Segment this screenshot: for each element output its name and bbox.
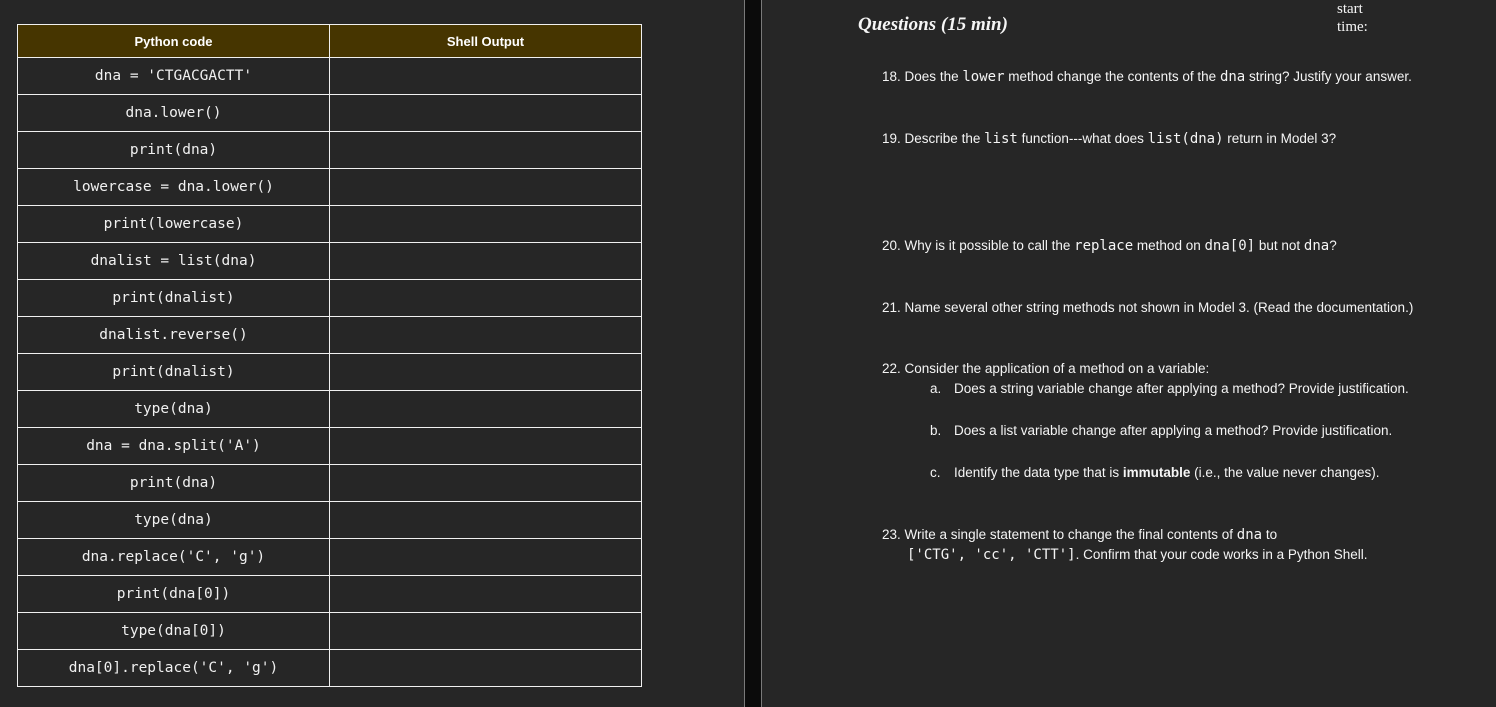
code-cell: print(lowercase) <box>18 206 330 243</box>
table-row <box>18 206 642 243</box>
inline-code: list <box>984 131 1018 147</box>
python-code-table <box>17 24 642 687</box>
question-text: but not <box>1258 238 1301 253</box>
question-22a <box>930 381 1409 396</box>
code-cell: print(dnalist) <box>18 280 330 317</box>
questions-title: Questions (15 min) <box>858 14 1008 35</box>
output-cell[interactable] <box>330 95 642 132</box>
question-number: 21. <box>882 300 901 315</box>
table-row <box>18 465 642 502</box>
table-row <box>18 354 642 391</box>
header-python-code: Python code <box>18 25 330 58</box>
question-text: Does a string variable change after applying a method? Provide justification. <box>954 381 1409 396</box>
question-text: function---what does <box>1021 131 1144 146</box>
inline-code: replace <box>1074 238 1134 254</box>
question-number: 23. <box>882 527 901 542</box>
table-row <box>18 428 642 465</box>
code-cell: print(dnalist) <box>18 354 330 391</box>
question-19 <box>882 131 1336 147</box>
question-text: Describe the <box>904 131 981 146</box>
table-row <box>18 95 642 132</box>
question-22 <box>882 361 1209 376</box>
question-text: method on <box>1136 238 1201 253</box>
question-text: to <box>1265 527 1278 542</box>
table-header-row <box>18 25 642 58</box>
table-row <box>18 132 642 169</box>
code-cell: dna.lower() <box>18 95 330 132</box>
code-cell: type(dna) <box>18 391 330 428</box>
question-text: Why is it possible to call the <box>904 238 1071 253</box>
sub-letter: a. <box>930 381 942 396</box>
sub-letter: c. <box>930 465 941 480</box>
code-cell: dna[0].replace('C', 'g') <box>18 650 330 687</box>
code-cell: type(dna) <box>18 502 330 539</box>
question-20 <box>882 238 1337 254</box>
output-cell[interactable] <box>330 206 642 243</box>
question-22c <box>930 465 1380 480</box>
code-cell: print(dna) <box>18 132 330 169</box>
question-21 <box>882 300 1413 315</box>
output-cell[interactable] <box>330 132 642 169</box>
question-23-continued <box>907 547 1367 563</box>
question-23 <box>882 527 1277 543</box>
right-page <box>762 0 1496 707</box>
sub-letter: b. <box>930 423 942 438</box>
code-cell: dnalist.reverse() <box>18 317 330 354</box>
question-number: 18. <box>882 69 901 84</box>
question-text: return in Model 3? <box>1227 131 1337 146</box>
table-row <box>18 58 642 95</box>
left-page <box>0 0 744 707</box>
output-cell[interactable] <box>330 354 642 391</box>
code-cell: dna = dna.split('A') <box>18 428 330 465</box>
inline-code: list(dna) <box>1147 131 1224 147</box>
output-cell[interactable] <box>330 280 642 317</box>
table-row <box>18 391 642 428</box>
question-text: (i.e., the value never changes). <box>1194 465 1380 480</box>
question-text: string? Justify your answer. <box>1249 69 1412 84</box>
inline-code: dna[0] <box>1204 238 1256 254</box>
table-row <box>18 317 642 354</box>
question-text: Name several other string methods not shown in Model 3. (Read the documentation.) <box>904 300 1414 315</box>
output-cell[interactable] <box>330 502 642 539</box>
start-time-line2: time: <box>1337 19 1368 35</box>
question-number: 22. <box>882 361 901 376</box>
output-cell[interactable] <box>330 428 642 465</box>
code-cell: dnalist = list(dna) <box>18 243 330 280</box>
code-cell: lowercase = dna.lower() <box>18 169 330 206</box>
table-row <box>18 280 642 317</box>
output-cell[interactable] <box>330 169 642 206</box>
table-row <box>18 502 642 539</box>
code-cell: dna.replace('C', 'g') <box>18 539 330 576</box>
output-cell[interactable] <box>330 576 642 613</box>
code-cell: dna = 'CTGACGACTT' <box>18 58 330 95</box>
start-time-line1: start <box>1337 1 1363 17</box>
question-text: Does the <box>904 69 959 84</box>
output-cell[interactable] <box>330 613 642 650</box>
header-shell-output: Shell Output <box>330 25 642 58</box>
question-text: Write a single statement to change the final contents of <box>904 527 1233 542</box>
question-text: method change the contents of the <box>1008 69 1217 84</box>
start-time-label <box>1337 0 1368 36</box>
question-text: Does a list variable change after applying a method? Provide justification. <box>954 423 1393 438</box>
output-cell[interactable] <box>330 539 642 576</box>
question-18 <box>882 69 1412 85</box>
question-text: Consider the application of a method on a variable: <box>904 361 1210 376</box>
table-row <box>18 576 642 613</box>
question-22b <box>930 423 1392 438</box>
code-cell: print(dna[0]) <box>18 576 330 613</box>
table-row <box>18 613 642 650</box>
page-divider <box>744 0 762 707</box>
question-number: 20. <box>882 238 901 253</box>
question-text: . Confirm that your code works in a Python Shell. <box>1075 547 1368 562</box>
inline-code: lower <box>962 69 1005 85</box>
question-number: 19. <box>882 131 901 146</box>
code-cell: type(dna[0]) <box>18 613 330 650</box>
table-row <box>18 539 642 576</box>
output-cell[interactable] <box>330 391 642 428</box>
output-cell[interactable] <box>330 58 642 95</box>
inline-code: dna <box>1219 69 1246 85</box>
output-cell[interactable] <box>330 317 642 354</box>
table-row <box>18 243 642 280</box>
inline-code: dna <box>1236 527 1263 543</box>
output-cell[interactable] <box>330 650 642 687</box>
emphasis-immutable: immutable <box>1122 465 1191 480</box>
inline-code: ['CTG', 'cc', 'CTT'] <box>907 547 1076 563</box>
output-cell[interactable] <box>330 465 642 502</box>
code-cell: print(dna) <box>18 465 330 502</box>
question-text: Identify the data type that is <box>954 465 1120 480</box>
inline-code: dna <box>1303 238 1330 254</box>
table-row <box>18 169 642 206</box>
table-row <box>18 650 642 687</box>
question-text: ? <box>1329 238 1337 253</box>
output-cell[interactable] <box>330 243 642 280</box>
